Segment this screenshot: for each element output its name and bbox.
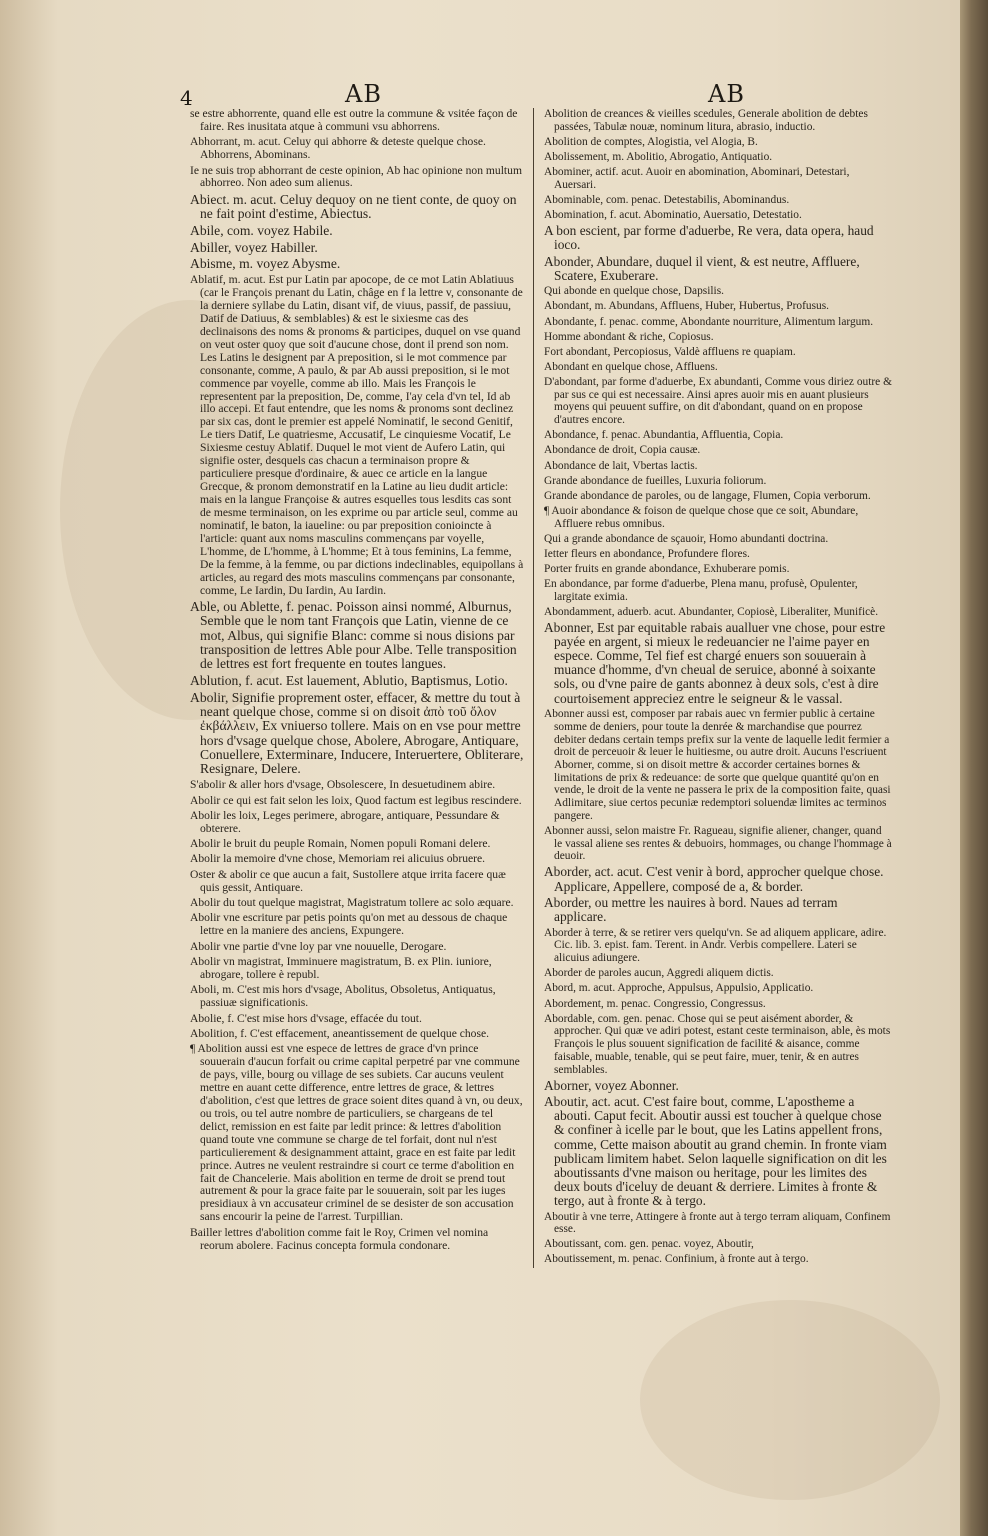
dictionary-entry: Aborder, ou mettre les nauires à bord. Naues ad terram applicare. [544, 895, 838, 925]
paper-stain [640, 1300, 940, 1500]
dictionary-entry: Aboli, m. C'est mis hors d'vsage, Abolitus, Obsoletus, Antiquatus, passiuæ significationis. [190, 983, 496, 1010]
dictionary-entry: Abolir, Signifie proprement oster, effacer, & mettre du tout à neant quelque chose, comme si on disoit ἀπὸ τοῦ ὄλον ἐκβάλλειν, Ex vniuerso tollere. Mais on en vse pour mettre hors d'vsage quelque chose, Abolere, Abrogare, Antiquare, Conuellere, Exterminare, Inducere, Interuertere, Obliterare, Resignare, Delere. [190, 689, 524, 777]
dictionary-entry: Abominable, com. penac. Detestabilis, Abominandus. [544, 193, 790, 206]
dictionary-entry: Abondant en quelque chose, Affluens. [544, 360, 718, 373]
dictionary-entry: ¶ Abolition aussi est vne espece de lettres de grace d'vn prince souuerain d'aucun forfait ou crime capital perpetré par vne commune de pays, ville, bourg ou village de ses subiets. Car aucuns veulent mettre en auant cette difference, entre lettres de grace, & lettres d'abolition, c'est que lettres de grace soient dites quand à vn, ou deux, ou trois, ou tel autre nombre de particuliers, se chargeans de tel delict, remission en est faite par ledit prince: & lettres d'abolition quand toute vne commune se charge de tel forfait, dont nul n'est particulierement & designamment attaint, grace en est faite par ledit prince. Autres ne veulent restraindre si court ce terme d'abolition en fait de Chancelerie. Mais abolition en terme de droit se prend tout autrement & pour la grace faite par le souuerain, soit par les iuges presidiaux à vn accusateur criminel de se desister de son accusation sans encourir la peine de l'arrest. Turpillian. [190, 1042, 523, 1224]
dictionary-entry: Abondance, f. penac. Abundantia, Affluentia, Copia. [544, 429, 784, 442]
dictionary-entry: Abiect. m. acut. Celuy dequoy on ne tient conte, de quoy on ne fait point d'estime, Abiectus. [190, 191, 517, 222]
dictionary-entry: Abonner aussi, selon maistre Fr. Ragueau, signifie aliener, changer, quand le vassal aliene ses rentes & debuoirs, hommages, ou change l'hommage à deuoir. [544, 824, 892, 863]
dictionary-entry: Abord, m. acut. Approche, Appulsus, Appulsio, Applicatio. [544, 982, 814, 995]
dictionary-entry: Abolir les loix, Leges perimere, abrogare, antiquare, Pessundare & obterere. [190, 808, 500, 835]
dictionary-entry: Oster & abolir ce que aucun a fait, Sustollere atque irrita facere quæ quis gessit, Antiquare. [190, 867, 506, 894]
dictionary-entry: En abondance, par forme d'aduerbe, Plena manu, profusè, Opulenter, largitate eximia. [544, 578, 858, 603]
dictionary-entry: Abile, com. voyez Habile. [190, 222, 333, 238]
dictionary-entry: Grande abondance de paroles, ou de langage, Flumen, Copia verborum. [544, 489, 871, 502]
dictionary-entry: Aborner, voyez Abonner. [544, 1077, 679, 1093]
dictionary-entry: Ie ne suis trop abhorrant de ceste opinion, Ab hac opinione non multum abhorreo. Non adeo sum alienus. [190, 163, 522, 190]
dictionary-entry: Abolir la memoire d'vne chose, Memoriam rei alicuius obruere. [190, 852, 486, 866]
dictionary-entry: Abolir vne partie d'vne loy par vne nouuelle, Derogare. [190, 939, 447, 953]
dictionary-entry: Abondante, f. penac. comme, Abondante nourriture, Alimentum largum. [544, 315, 874, 328]
dictionary-entry: Aborder, act. acut. C'est venir à bord, approcher quelque chose. Applicare, Appellere, composé de a, & border. [544, 864, 884, 894]
dictionary-entry: Abolissement, m. Abolitio, Abrogatio, Antiquatio. [544, 150, 773, 163]
dictionary-entry: S'abolir & aller hors d'vsage, Obsolescere, In desuetudinem abire. [190, 778, 496, 792]
dictionary-entry: Abominer, actif. acut. Auoir en abomination, Abominari, Detestari, Auersari. [544, 166, 850, 191]
dictionary-entry: A bon escient, par forme d'aduerbe, Re vera, data opera, haud ioco. [544, 223, 874, 253]
dictionary-entry: Qui abonde en quelque chose, Dapsilis. [544, 285, 724, 298]
dictionary-entry: Abonner aussi est, composer par rabais auec vn fermier public à certaine somme de deniers, pour toute la denrée & marchandise que pourrez debiter dedans certain temps prefix sur la vente de laquelle ledit fermier a droit de perceuoir & leuer le huitiesme, ou autre droit. Aucuns l'escriuent Aborner, comme, si on disoit mettre & accorder certaines bornes & limitations de prix & redeuance: de sorte que quelque quantité qu'on en vende, le droit de la vente ne passera le prix de la composition faite, quasi Adlimitare, siue certos pecuniæ redemptori soluendæ limites ac terminos pangere. [544, 708, 891, 822]
dictionary-entry: Aboutissement, m. penac. Confinium, à fronte aut à tergo. [544, 1253, 809, 1266]
dictionary-entry: Abiller, voyez Habiller. [190, 239, 318, 255]
dictionary-entry: Abonder, Abundare, duquel il vient, & est neutre, Affluere, Scatere, Exuberare. [544, 253, 860, 283]
dictionary-entry: Ablatif, m. acut. Est pur Latin par apocope, de ce mot Latin Ablatiuus (car le François prenant du Latin, châge en f la lettre v, consonante de la derniere syllabe du Latin, disant vif, de viuus, passif, de passiuu, Datif de Datiuus, & semblables) & est le sixiesme cas des declinaisons des noms & pronoms & participes, duquel on vse quand on veut oster quoy que soit d'aucune chose, dont il prend son nom. Les Latins le designent par A preposition, si le mot commence par consonante, comme, A paulo, & par Ab aussi preposition, si le mot commence par voyelle, comme ab illo. Mais les François le representent par la preposition, De, comme, I'ay cela d'vn tel, Id ab illo accepi. Et faut entendre, que les noms & pronoms sont declinez par six cas, dont le premier est appelé Nominatif, le second Genitif, Le tiers Datif, Le quatriesme, Accusatif, Le cinquiesme Vocatif, Le Sixiesme cestuy Ablatif. Duquel le mot vient de Aufero Latin, qui signifie oster, desquels cas chacun a terminaison propre & particuliere presque d'ordinaire, & auec ce article en la langue Grecque, & pronom demonstratif en la Latine au lieu dudit article: mais en la langue Françoise & autres esquelles tous lesdits cas sont de mesme terminaison, on les exprime ou par article seul, comme au nominatif, le baton, la iaueline: ou par preposition conioincte à l'article: quant aux noms masculins commençans par voyelle, L'homme, de L'homme, à L'homme; Et à tous feminins, La femme, De la femme, à la femme, ou par dictions indeclinables, equipollans à articles, au regard des mots masculins commençans par consonante, comme, Le Iardin, Du Iardin, Au Iardin. [190, 273, 524, 597]
dictionary-entry: Aboutir à vne terre, Attingere à fronte aut à tergo terram aliquam, Confinem esse. [544, 1210, 891, 1236]
running-header-left: AB [345, 80, 382, 108]
dictionary-entry: Abolition, f. C'est effacement, aneantissement de quelque chose. [190, 1026, 490, 1040]
dictionary-entry: Abomination, f. acut. Abominatio, Auersatio, Detestatio. [544, 208, 802, 221]
dictionary-entry: se estre abhorrente, quand elle est outre la commune & vsitée façon de faire. Res inusitata atque à communi vsu abhorrens. [190, 107, 518, 133]
dictionary-entry: D'abondant, par forme d'aduerbe, Ex abundanti, Comme vous diriez outre & par sus ce qui est necessaire. Ainsi apres auoir mis en auant plusieurs moyens qui peuuent suffire, on dit d'abondant, quand on en propose d'autres encore. [544, 376, 892, 427]
dictionary-entry: Aborder de paroles aucun, Aggredi aliquem dictis. [544, 967, 774, 980]
dictionary-entry: Abondamment, aduerb. acut. Abundanter, Copiosè, Liberaliter, Munificè. [544, 605, 879, 618]
dictionary-entry: Ablution, f. acut. Est lauement, Ablutio, Baptismus, Lotio. [190, 673, 508, 689]
dictionary-entry: Ietter fleurs en abondance, Profundere flores. [544, 547, 750, 560]
dictionary-entry: Abordable, com. gen. penac. Chose qui se peut aisément aborder, & approcher. Qui quæ ve adiri potest, estant ceste terminaison, able, ès mots François le plus souuent signification de facilité & aisance, comme faisable, muable, tenable, qui se peut faire, muer, tenir, & en autres semblables. [544, 1012, 891, 1076]
dictionary-entry: Fort abondant, Percopiosus, Valdè affluens re quapiam. [544, 345, 796, 358]
dictionary-entry: Grande abondance de fueilles, Luxuria foliorum. [544, 474, 767, 487]
dictionary-entry: Bailler lettres d'abolition comme fait le Roy, Crimen vel nomina reorum abolere. Facinus concepta formula condonare. [190, 1225, 489, 1252]
dictionary-entry: Aboutir, act. acut. C'est faire bout, comme, L'apostheme a abouti. Caput fecit. Aboutir aussi est toucher à quelque chose & confiner à icelle par le bout, que les Latins appellent frons, comme, Cette maison aboutit au grand chemin. In fronte viam publicam limitem habet. Selon laquelle signification on dit les aboutissants d'vne maison ou heritage, pour les limites des deux bouts d'iceluy de deuant & derriere. Limites à fronte & tergo, aut à fronte & à tergo. [544, 1094, 887, 1209]
dictionary-entry: Homme abondant & riche, Copiosus. [544, 330, 714, 343]
dictionary-entry: Abolir vn magistrat, Imminuere magistratum, B. ex Plin. iuniore, abrogare, tollere è republ. [190, 954, 492, 981]
page-number: 4 [180, 86, 194, 110]
right-column [544, 108, 892, 1269]
column-divider [533, 108, 534, 1268]
dictionary-entry: Abolir vne escriture par petis points qu'on met au dessous de chaque lettre en la maniere des anciens, Expungere. [190, 911, 508, 938]
dictionary-entry: ¶ Auoir abondance & foison de quelque chose que ce soit, Abundare, Affluere rebus omnibus. [544, 504, 859, 530]
book-edge [960, 0, 988, 1536]
dictionary-entry: Aborder à terre, & se retirer vers quelqu'vn. Se ad aliquem applicare, adire. Cic. lib. 3. epist. fam. Terent. in Andr. Verbis compellere. Lateri se alicuius adiungere. [544, 926, 887, 965]
dictionary-entry: Abisme, m. voyez Abysme. [190, 256, 341, 272]
left-column [190, 108, 524, 1255]
dictionary-entry: Abolie, f. C'est mise hors d'vsage, effacée du tout. [190, 1011, 422, 1025]
dictionary-entry: Abolition de creances & vieilles scedules, Generale abolition de debtes passées, Tabulæ nouæ, nominum litura, abrasio, inductio. [544, 108, 868, 133]
running-header-right: AB [708, 80, 745, 108]
dictionary-entry: Abhorrant, m. acut. Celuy qui abhorre & deteste quelque chose. Abhorrens, Abominans. [190, 135, 486, 162]
dictionary-entry: Abondance de droit, Copia causæ. [544, 444, 701, 457]
dictionary-entry: Aboutissant, com. gen. penac. voyez, Aboutir, [544, 1238, 754, 1251]
dictionary-entry: Abordement, m. penac. Congressio, Congressus. [544, 997, 766, 1010]
dictionary-entry: Abondance de lait, Vbertas lactis. [544, 459, 698, 472]
dictionary-entry: Porter fruits en grande abondance, Exhuberare pomis. [544, 562, 790, 575]
dictionary-entry: Abolition de comptes, Alogistia, vel Alogia, B. [544, 135, 758, 148]
dictionary-entry: Qui a grande abondance de sçauoir, Homo abundanti doctrina. [544, 532, 829, 545]
dictionary-entry: Abolir du tout quelque magistrat, Magistratum tollere ac solo æquare. [190, 896, 514, 910]
dictionary-entry: Able, ou Ablette, f. penac. Poisson ainsi nommé, Alburnus, Semble que le nom tant François que Latin, vienne de ce mot, Albus, qui signifie Blanc: comme si nous disions par transposition de lettres Able pour Albe. Telle transposition de lettres est fort frequente en toutes langues. [190, 598, 517, 672]
dictionary-entry: Abolir ce qui est fait selon les loix, Quod factum est legibus rescindere. [190, 793, 522, 807]
dictionary-entry: Abonner, Est par equitable rabais aualluer vne chose, pour estre payée en argent, si mieux le redeuancier ne l'aime payer en espece. Comme, Tel fief est chargé enuers son souuerain à muance d'homme, d'vn cheual de seruice, abonné à soixante sols, ou d'vne paire de gants abonnez à deux sols, c'est à dire courtoisement appreciez entre le seigneur & le vassal. [544, 619, 886, 706]
dictionary-entry: Abondant, m. Abundans, Affluens, Huber, Hubertus, Profusus. [544, 300, 830, 313]
dictionary-entry: Abolir le bruit du peuple Romain, Nomen populi Romani delere. [190, 837, 491, 851]
